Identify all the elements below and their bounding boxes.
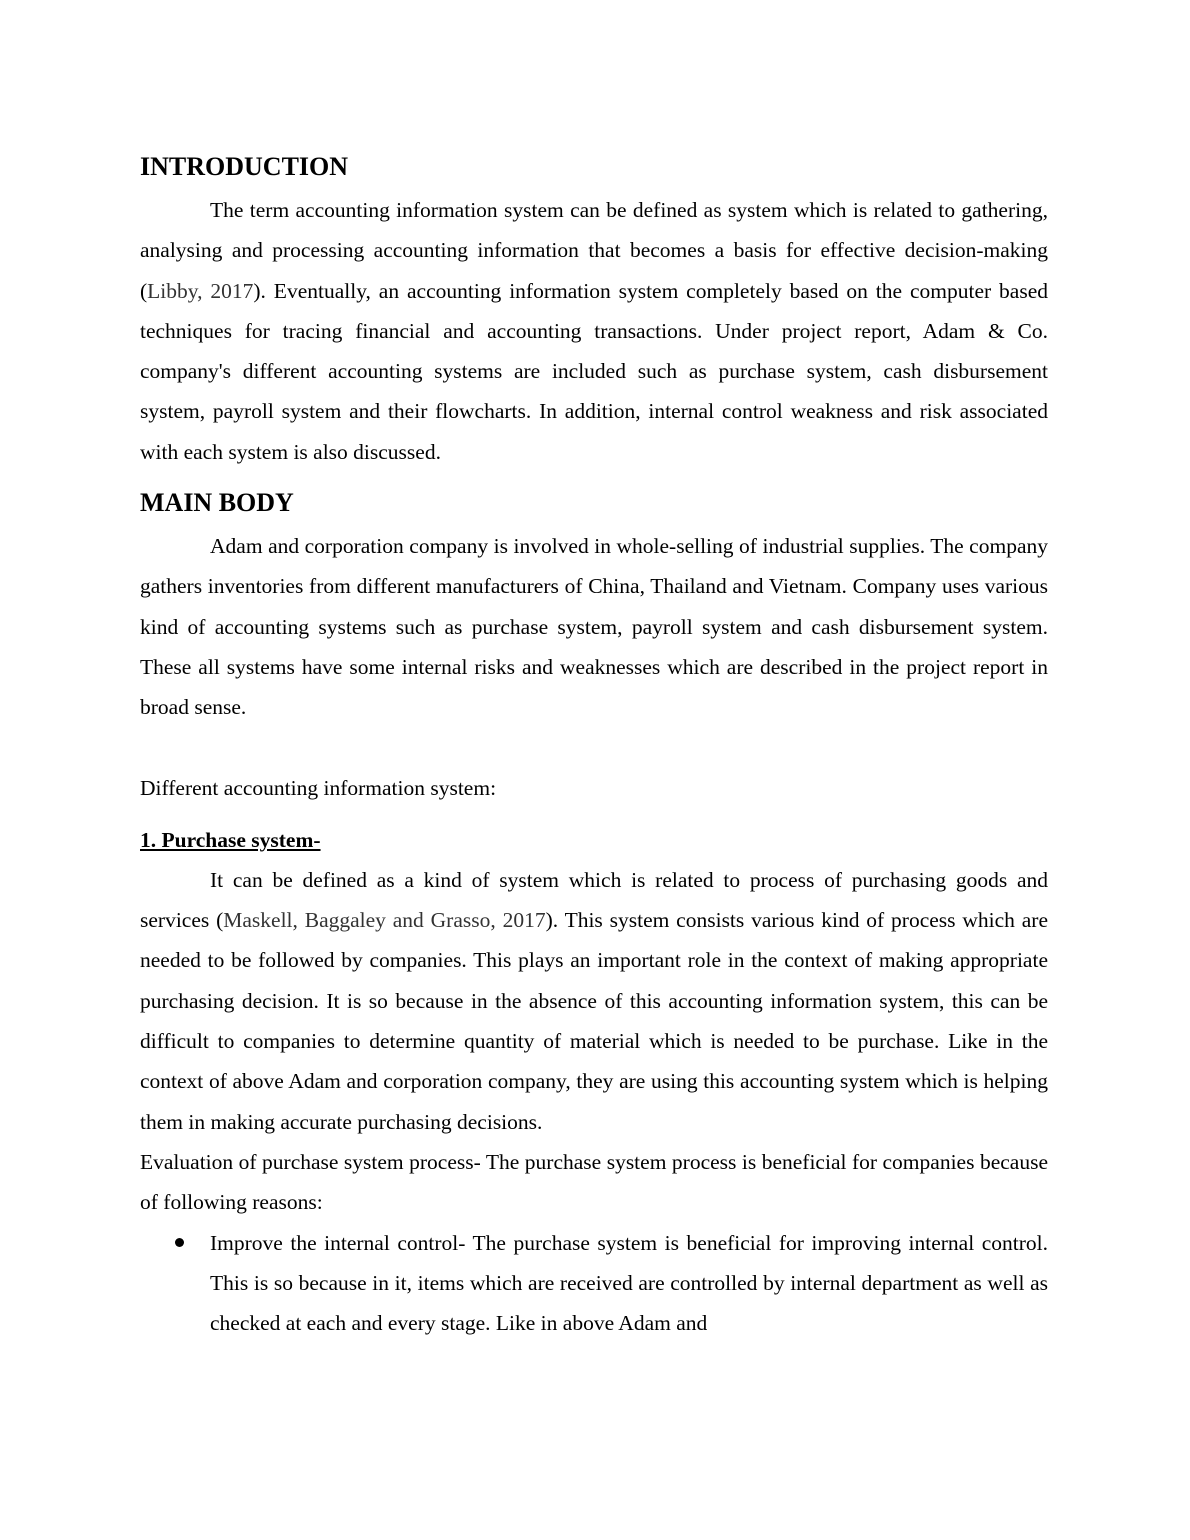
main-body-heading: MAIN BODY [140, 488, 294, 518]
list-item [140, 1223, 1048, 1344]
citation-maskell: Maskell, Baggaley and Grasso, 2017 [223, 908, 546, 933]
citation-libby: Libby, 2017 [147, 278, 254, 303]
introduction-heading: INTRODUCTION [140, 152, 349, 181]
evaluation-paragraph: Evaluation of purchase system process- The purchase system process is beneficial for companies because of following reasons: [140, 1149, 1048, 1215]
purchase-text-start: It can be defined as a kind of system which is related to process of purchasing goods and services ( [140, 867, 1048, 933]
reasons-list [140, 1223, 1048, 1344]
introduction-text-start: The term accounting information system can be defined as system which is related to gathering, analysing and processing accounting information that becomes a basis for effective decision-making ( [140, 198, 1048, 303]
purchase-system-paragraph [140, 860, 1048, 1142]
bullet-icon [175, 1238, 184, 1247]
section-subtitle: Different accounting information system: [140, 775, 497, 800]
blank-line [140, 728, 1048, 768]
purchase-system-heading: 1. Purchase system- [140, 827, 321, 852]
introduction-text-end: ). Eventually, an accounting information system completely based on the computer based techniques for tracing financial and accounting transactions. Under project report, Adam & Co. company's different accounting systems are included such as purchase system, cash disbursement system, payroll system and their flowcharts. In addition, internal control weakness and risk associated with each system is also discussed. [140, 278, 1048, 464]
bullet-text: Improve the internal control- The purchase system is beneficial for improving internal control. This is so because in it, items which are received are controlled by internal department as well as checked at each and every stage. Like in above Adam and [210, 1230, 1048, 1336]
main-body-paragraph: Adam and corporation company is involved in whole-selling of industrial supplies. The company gathers inventories from different manufacturers of China, Thailand and Vietnam. Company uses various kind of accounting systems such as purchase system, payroll system and cash disbursement system. These all systems have some internal risks and weaknesses which are described in the project report in broad sense. [140, 534, 1048, 720]
introduction-paragraph [140, 190, 1048, 472]
spacing [140, 808, 1048, 820]
document-page [140, 150, 1048, 1343]
purchase-text-end: ). This system consists various kind of process which are needed to be followed by companies. This plays an important role in the context of making appropriate purchasing decision. It is so because in the absence of this accounting information system, this can be difficult to companies to determine quantity of material which is needed to be purchase. Like in the context of above Adam and corporation company, they are using this accounting system which is helping them in making accurate purchasing decisions. [140, 908, 1048, 1134]
